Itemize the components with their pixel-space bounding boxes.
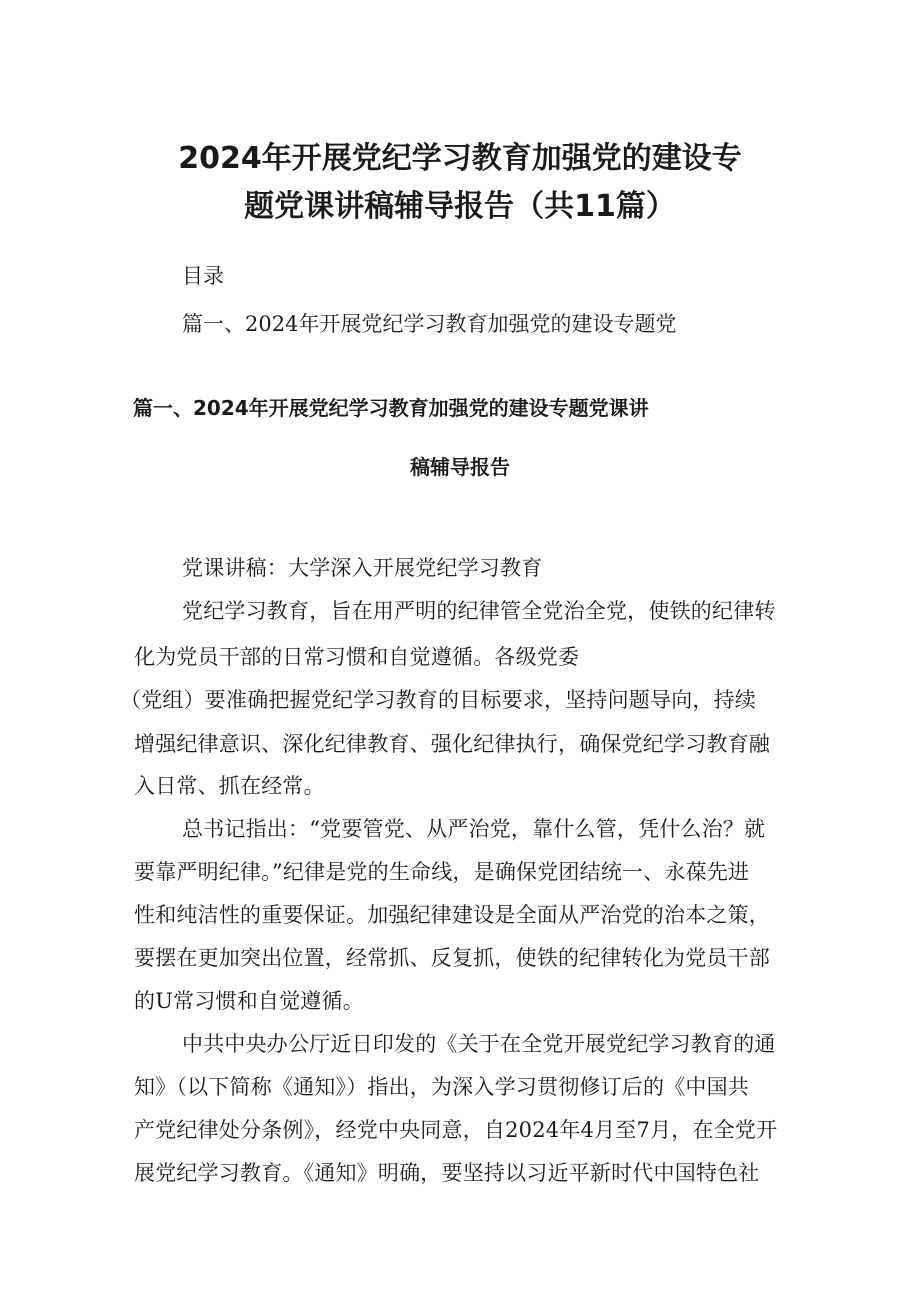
body-line: （党组）要准确把握党纪学习教育的目标要求，坚持问题导向，持续 xyxy=(120,688,756,712)
body-line: 总书记指出：“党要管党、从严治党，靠什么管，凭什么治？就 xyxy=(182,817,766,841)
body-line: 要靠严明纪律。”纪律是党的生命线，是确保党团结统一、永葆先进 xyxy=(134,860,750,884)
body-line: 增强纪律意识、深化纪律教育、强化纪律执行，确保党纪学习教育融 xyxy=(134,732,770,756)
body-line: 展党纪学习教育。《通知》明确，要坚持以习近平新时代中国特色社 xyxy=(134,1161,760,1185)
body-line: 党纪学习教育，旨在用严明的纪律管全党治全党，使铁的纪律转 xyxy=(182,599,776,623)
section-title-line-1: 篇一、2024年开展党纪学习教育加强党的建设专题党课讲 xyxy=(133,396,649,420)
toc-item-1[interactable]: 篇一、2024年开展党纪学习教育加强党的建设专题党 xyxy=(182,312,677,336)
body-line: 产党纪律处分条例》，经党中央同意，自2024年4月至7月，在全党开 xyxy=(134,1118,778,1142)
body-line: 性和纯洁性的重要保证。加强纪律建设是全面从严治党的治本之策， xyxy=(134,903,770,927)
document-title-line-2: 题党课讲稿辅导报告（共11篇） xyxy=(244,189,676,224)
body-line: 中共中央办公厅近日印发的《关于在全党开展党纪学习教育的通 xyxy=(182,1032,776,1056)
toc-label: 目录 xyxy=(182,264,224,288)
body-line: 党课讲稿：大学深入开展党纪学习教育 xyxy=(182,556,543,580)
body-line: 入日常、抓在经常。 xyxy=(134,774,325,798)
body-line: 要摆在更加突出位置，经常抓、反复抓，使铁的纪律转化为党员干部 xyxy=(134,946,770,970)
document-title-line-1: 2024年开展党纪学习教育加强党的建设专 xyxy=(178,141,742,176)
body-line: 知》（以下简称《通知》）指出，为深入学习贯彻修订后的《中国共 xyxy=(134,1075,749,1099)
section-title-line-2: 稿辅导报告 xyxy=(410,455,510,479)
body-line: 化为党员干部的日常习惯和自觉遵循。各级党委 xyxy=(134,645,580,669)
body-line: 的U常习惯和自觉遵循。 xyxy=(134,989,364,1013)
